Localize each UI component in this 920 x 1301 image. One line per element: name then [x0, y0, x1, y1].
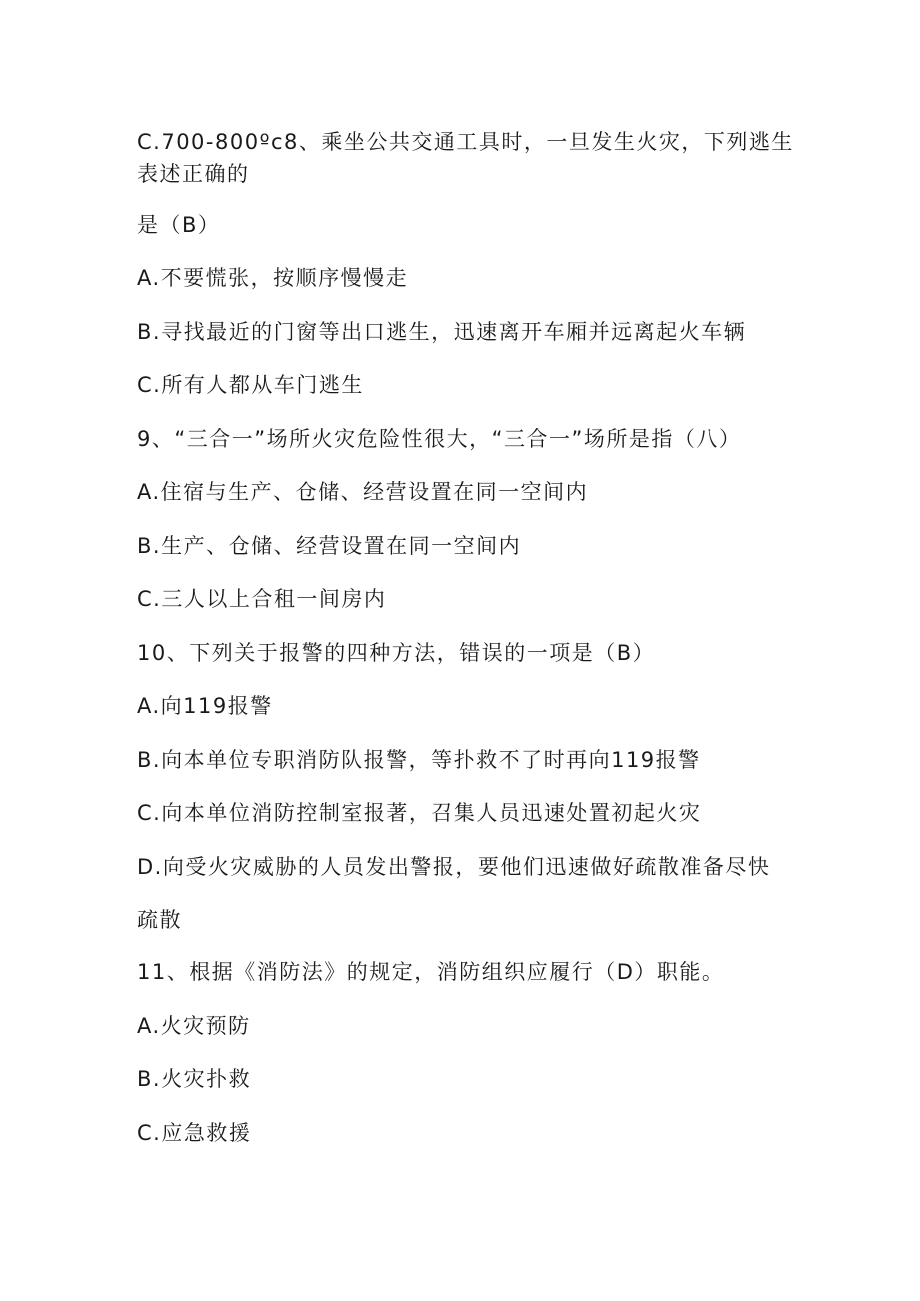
question-10-option-c: C.向本单位消防控制室报著，召集人员迅速处置初起火灾: [137, 801, 702, 825]
question-9-option-b: B.生产、仓储、经营设置在同一空间内: [137, 534, 522, 558]
question-8-option-c: C.所有人都从车门逃生: [137, 373, 364, 397]
question-9-option-a: A.住宿与生产、仓储、经营设置在同一空间内: [137, 480, 589, 504]
question-8-option-b: B.寻找最近的门窗等出口逃生，迅速离开车厢并远离起火车辆: [137, 320, 747, 344]
question-11-stem: 11、根据《消防法》的规定，消防组织应履行（D）职能。: [137, 960, 725, 984]
question-10-option-d-continued: 疏散: [137, 908, 182, 932]
question-11-option-b: B.火灾扑救: [137, 1067, 252, 1091]
question-11-option-c: C.应急救援: [137, 1121, 252, 1145]
question-10-option-a: A.向119报警: [137, 694, 273, 718]
question-9-option-c: C.三人以上合租一间房内: [137, 587, 387, 611]
question-9-stem: 9、“三合一”场所火灾危险性很大，“三合一”场所是指（八）: [137, 427, 742, 451]
question-8-stem: C.700-800ºc8、乘坐公共交通工具时，一旦发生火灾，下列逃生表述正确的: [137, 130, 794, 186]
question-11-option-a: A.火灾预防: [137, 1014, 251, 1038]
question-8-option-a: A.不要慌张，按顺序慢慢走: [137, 266, 409, 290]
question-10-stem: 10、下列关于报警的四种方法，错误的一项是（B）: [137, 641, 656, 665]
question-10-option-b: B.向本单位专职消防队报警，等扑救不了时再向119报警: [137, 748, 701, 772]
question-10-option-d: D.向受火灾威胁的人员发出警报，要他们迅速做好疏散准备尽快: [137, 855, 771, 879]
question-8-answer: 是（B）: [137, 213, 221, 237]
